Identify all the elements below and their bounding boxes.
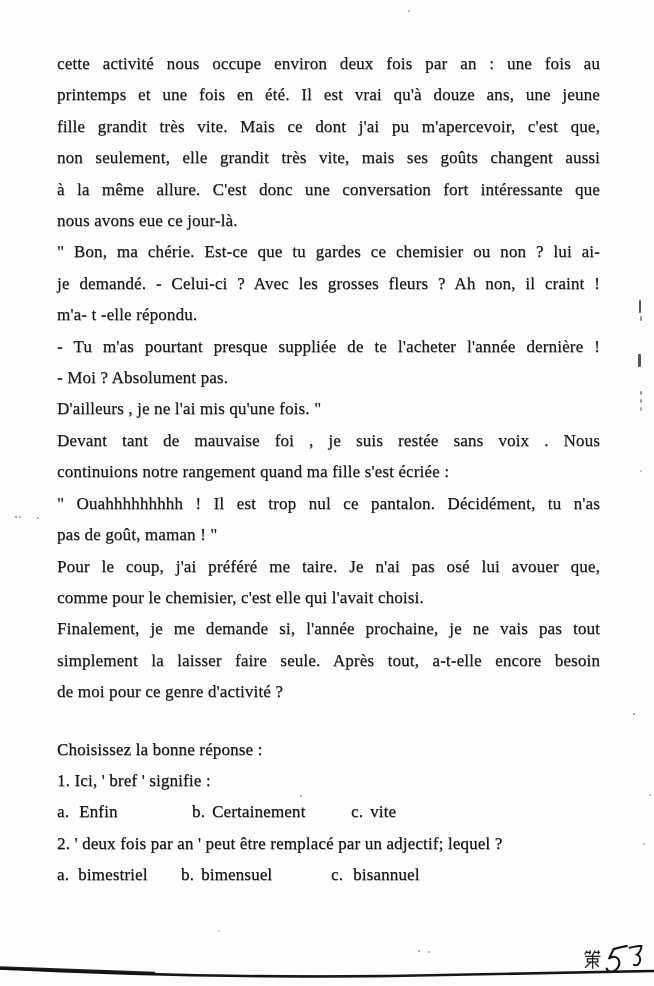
scan-artifact <box>638 354 641 367</box>
scan-artifact <box>640 316 642 321</box>
question-2-option-b <box>181 859 331 890</box>
option-key: c. <box>331 865 344 885</box>
option-key: c. <box>351 802 364 822</box>
reading-line-4: non seulement, elle grandit très vite, mais ses goûts changent aussi <box>57 148 600 168</box>
reading-line-7: " Bon, ma chérie. Est-ce que tu gardes ce chemisier ou non ? lui ai- <box>57 242 600 262</box>
reading-line-3: fille grandit très vite. Mais ce dont j'ai pu m'apercevoir, c'est que, <box>57 116 600 136</box>
reading-line-14: continuions notre rangement quand ma fille s'est écriée : <box>57 462 450 482</box>
reading-line-11: - Moi ? Absolument pas. <box>57 368 229 388</box>
reading-line-21: de moi pour ce genre d'activité ? <box>57 682 284 702</box>
option-label: bisannuel <box>353 865 420 885</box>
question-2-options <box>57 859 600 890</box>
bottom-rule-line <box>0 956 654 986</box>
option-key: b. <box>192 802 206 822</box>
option-label: bimestriel <box>78 865 148 885</box>
question-1-option-b <box>192 796 351 827</box>
option-key: a. <box>57 802 70 822</box>
option-label: Enfin <box>79 802 118 822</box>
scan-artifact <box>639 300 641 313</box>
option-key: b. <box>181 865 195 885</box>
reading-line-2: printemps et une fois en été. Il est vrai qu'à douze ans, une jeune <box>57 85 600 105</box>
scan-artifact <box>640 407 642 411</box>
reading-line-1: cette activité nous occupe environ deux fois par an : une fois au <box>57 54 600 73</box>
question-2-option-c <box>331 859 420 890</box>
scan-artifact <box>640 391 642 395</box>
reading-line-8: je demandé. - Celui-ci ? Avec les grosses fleurs ? Ah non, il craint ! <box>57 273 600 293</box>
reading-line-6: nous avons eue ce jour-là. <box>57 211 238 231</box>
option-label: vite <box>370 802 397 822</box>
question-1-option-a <box>57 796 192 827</box>
question-1-options <box>57 796 600 827</box>
option-key: a. <box>57 865 70 885</box>
reading-line-17: Pour le coup, j'ai préféré me taire. Je n'ai pas osé lui avouer que, <box>57 556 600 576</box>
option-label: bimensuel <box>201 865 273 885</box>
reading-line-19: Finalement, je me demande si, l'année prochaine, je ne vais pas tout <box>57 619 600 639</box>
reading-line-15: " Ouahhhhhhhhh ! Il est trop nul ce pantalon. Décidément, tu n'as <box>57 493 600 513</box>
reading-line-18: comme pour le chemisier, c'est elle qui l'avait choisi. <box>57 587 424 607</box>
question-1-prompt: 1. Ici, ' bref ' signifie : <box>57 770 211 790</box>
reading-line-16: pas de goût, maman ! " <box>57 525 218 545</box>
scan-artifact <box>640 399 642 403</box>
question-2-option-a <box>57 859 181 890</box>
reading-line-9: m'a- t -elle répondu. <box>57 305 198 325</box>
option-label: Certainement <box>212 802 306 822</box>
reading-line-20: simplement la laisser faire seule. Après tout, a-t-elle encore besoin <box>57 650 600 670</box>
exercise-section <box>57 734 600 891</box>
reading-line-12: D'ailleurs , je ne l'ai mis qu'une fois. " <box>57 399 322 419</box>
question-2-prompt: 2. ' deux fois par an ' peut être remplacé par un adjectif; lequel ? <box>57 833 503 853</box>
reading-passage <box>57 48 600 891</box>
reading-line-5: à la même allure. C'est donc une conversation fort intéressante que <box>57 179 600 199</box>
reading-line-10: - Tu m'as pourtant presque suppliée de te l'acheter l'année dernière ! <box>57 336 600 356</box>
scan-noise <box>0 0 2 2</box>
reading-line-13: Devant tant de mauvaise foi , je suis restée sans voix . Nous <box>57 430 600 450</box>
exercise-instruction: Choisissez la bonne réponse : <box>57 739 263 759</box>
question-1-option-c <box>351 796 396 827</box>
